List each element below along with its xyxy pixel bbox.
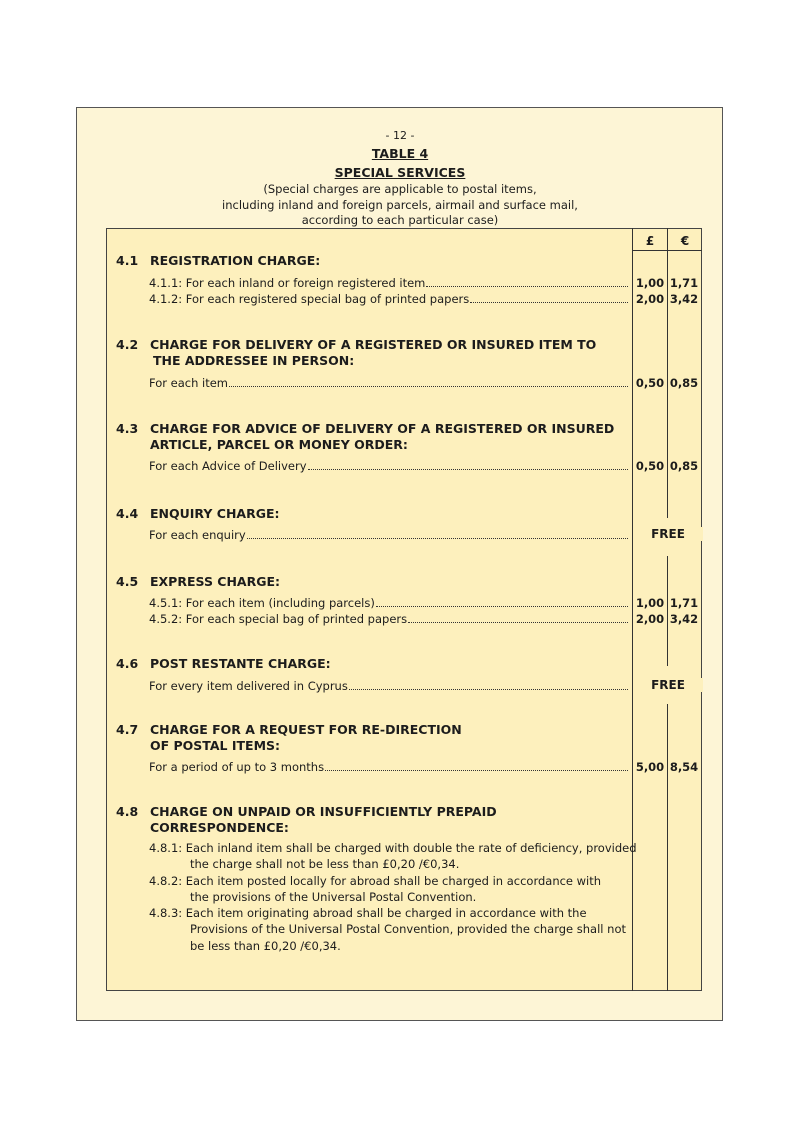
section-title: EXPRESS CHARGE: [150, 574, 281, 589]
section-number: 4.7 [116, 722, 139, 737]
dot-leader [349, 688, 628, 690]
euro-value: 3,42 [669, 612, 699, 626]
table-subtitle: SPECIAL SERVICES [334, 165, 466, 180]
dot-leader [229, 385, 628, 387]
column-divider-mid [667, 704, 668, 991]
section-title-line: CHARGE FOR A REQUEST FOR RE-DIRECTION [150, 722, 462, 737]
charge-item [149, 276, 629, 290]
pound-value: 1,00 [635, 276, 665, 290]
pound-value: 2,00 [635, 612, 665, 626]
section-title-line: CORRESPONDENCE: [150, 820, 289, 835]
pound-column-header: £ [645, 234, 655, 248]
dot-leader [408, 621, 628, 623]
euro-value: 1,71 [669, 276, 699, 290]
pound-value: 0,50 [635, 459, 665, 473]
section-title [150, 421, 614, 453]
table-title: TABLE 4 [371, 146, 429, 161]
euro-value: 0,85 [669, 459, 699, 473]
item-text: For each enquiry [149, 528, 246, 542]
charge-item [149, 596, 629, 610]
item-text: 4.1.1: For each inland or foreign registered item [149, 276, 426, 290]
section-title-line: CHARGE ON UNPAID OR INSUFFICIENTLY PREPAID [150, 804, 497, 819]
euro-value: 1,71 [669, 596, 699, 610]
rule-line: 4.8.2: Each item posted locally for abroad shall be charged in accordance with [149, 873, 602, 888]
pound-value: 1,00 [635, 596, 665, 610]
free-badge: FREE [633, 678, 703, 692]
pound-value: 0,50 [635, 376, 665, 390]
dot-leader [426, 285, 628, 287]
section-number: 4.1 [116, 253, 139, 268]
note-line: (Special charges are applicable to postal items, [263, 182, 537, 196]
dot-leader [308, 468, 628, 470]
dot-leader [247, 537, 628, 539]
table-note [0, 182, 800, 229]
section-number: 4.6 [116, 656, 139, 671]
page-number: - 12 - [385, 129, 415, 142]
section-title-line: THE ADDRESSEE IN PERSON: [153, 353, 355, 368]
euro-column-header: € [680, 234, 690, 248]
rule-line: 4.8.3: Each item originating abroad shall be charged in accordance with the [149, 906, 587, 921]
section-title: REGISTRATION CHARGE: [150, 253, 321, 268]
charge-item [149, 679, 629, 693]
euro-value: 3,42 [669, 292, 699, 306]
section-number: 4.5 [116, 574, 139, 589]
section-title [150, 722, 462, 754]
item-text: 4.1.2: For each registered special bag of printed papers [149, 292, 470, 306]
charge-item [149, 760, 629, 774]
section-title-line: CHARGE FOR ADVICE OF DELIVERY OF A REGISTERED OR INSURED [150, 421, 615, 436]
item-text: 4.5.2: For each special bag of printed papers [149, 612, 408, 626]
rule-paragraphs [149, 840, 637, 954]
dot-leader [325, 769, 628, 771]
rule-line: be less than £0,20 /€0,34. [190, 938, 341, 953]
column-divider-mid [667, 556, 668, 666]
euro-value: 0,85 [669, 376, 699, 390]
pound-value: 5,00 [635, 760, 665, 774]
dot-leader [376, 605, 628, 607]
section-title-line: CHARGE FOR DELIVERY OF A REGISTERED OR INSURED ITEM TO [150, 337, 597, 352]
pound-value: 2,00 [635, 292, 665, 306]
note-line: according to each particular case) [301, 213, 499, 227]
note-line: including inland and foreign parcels, airmail and surface mail, [222, 197, 578, 212]
free-badge: FREE [633, 527, 703, 541]
item-text: For every item delivered in Cyprus [149, 679, 348, 693]
rule-line: Provisions of the Universal Postal Convention, provided the charge shall not [190, 922, 626, 937]
item-text: For a period of up to 3 months [149, 760, 325, 774]
rule-line: the charge shall not be less than £0,20 /€0,34. [190, 857, 460, 872]
charge-item [149, 376, 629, 390]
section-title-line: ARTICLE, PARCEL OR MONEY ORDER: [150, 437, 408, 452]
section-number: 4.3 [116, 421, 139, 436]
charge-item [149, 459, 629, 473]
rule-line: 4.8.1: Each inland item shall be charged with double the rate of deficiency, provided [149, 841, 637, 855]
item-text: For each Advice of Delivery [149, 459, 307, 473]
section-title [150, 337, 596, 369]
column-divider-mid [667, 228, 668, 518]
charge-item [149, 612, 629, 626]
section-title: ENQUIRY CHARGE: [150, 506, 280, 521]
section-number: 4.8 [116, 804, 139, 819]
charge-item [149, 528, 629, 542]
item-text: 4.5.1: For each item (including parcels) [149, 596, 375, 610]
rule-line: the provisions of the Universal Postal Convention. [190, 889, 477, 904]
section-number: 4.4 [116, 506, 139, 521]
column-header-rule [632, 250, 702, 251]
item-text: For each item [149, 376, 228, 390]
euro-value: 8,54 [669, 760, 699, 774]
section-title [150, 804, 497, 836]
section-title: POST RESTANTE CHARGE: [150, 656, 331, 671]
section-number: 4.2 [116, 337, 139, 352]
charge-item [149, 292, 629, 306]
dot-leader [470, 301, 628, 303]
section-title-line: OF POSTAL ITEMS: [150, 738, 281, 753]
